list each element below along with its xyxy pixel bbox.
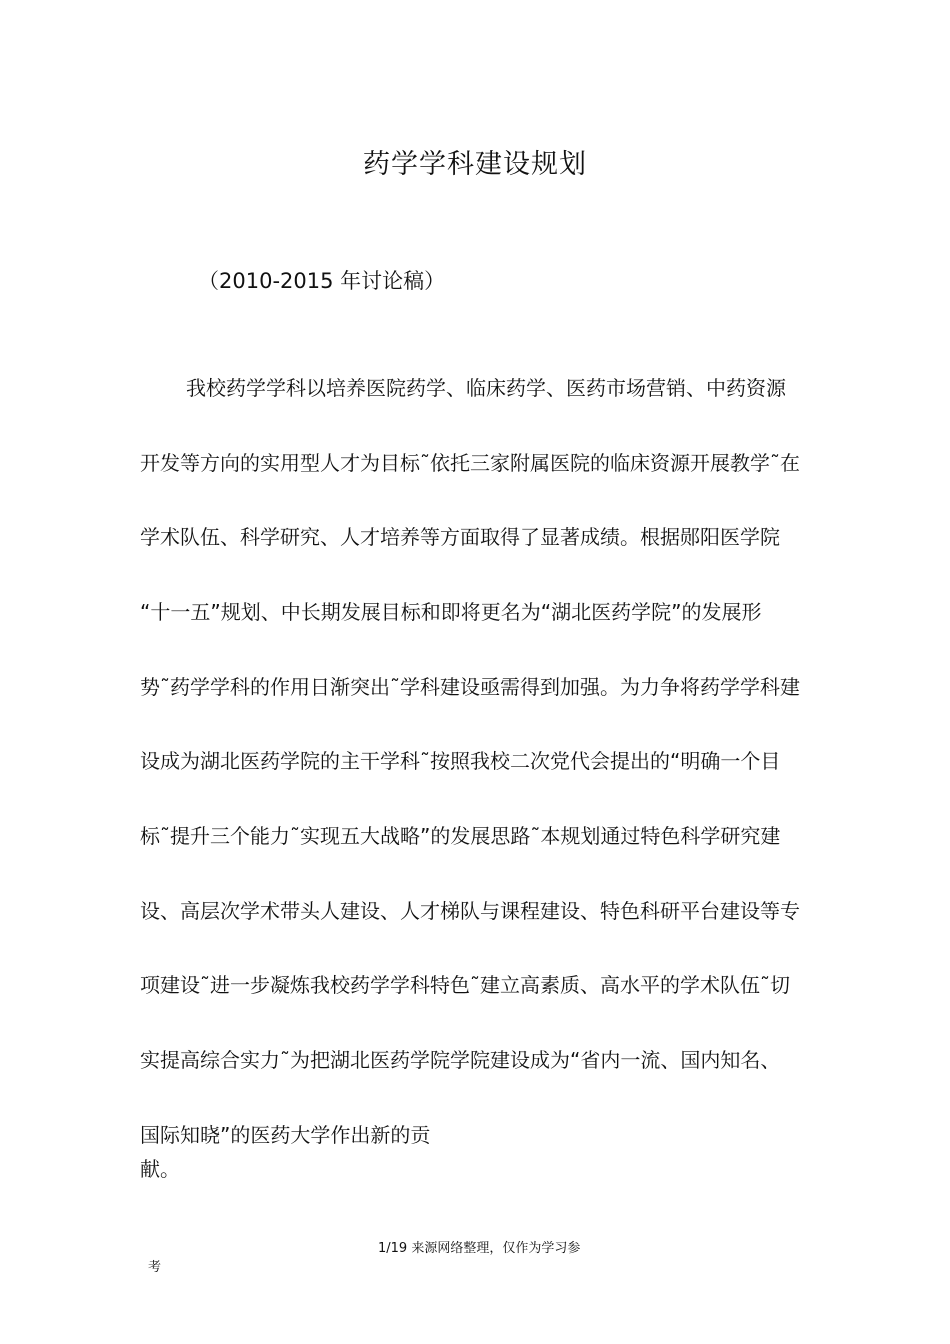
paragraph-line: 国际知晓”的医药大学作出新的贡 bbox=[140, 1123, 431, 1147]
document-title: 药学学科建设规划 bbox=[363, 149, 587, 180]
paragraph-line: 学术队伍、科学研究、人才培养等方面取得了显著成绩。根据郧阳医学院 bbox=[140, 525, 780, 549]
page-footer-number: 1/19 来源网络整理，仅作为学习参 bbox=[378, 1241, 581, 1256]
paragraph-line: 设成为湖北医药学院的主干学科˜按照我校二次党代会提出的“明确一个目 bbox=[140, 749, 781, 773]
paragraph-line: 实提高综合实力˜为把湖北医药学院学院建设成为“省内一流、国内知名、 bbox=[140, 1048, 781, 1072]
paragraph-line: 献。 bbox=[140, 1157, 180, 1181]
paragraph-line: 势˜药学学科的作用日渐突出˜学科建设亟需得到加强。为力争将药学学科建 bbox=[140, 675, 800, 699]
paragraph-line: “十一五”规划、中长期发展目标和即将更名为“湖北医药学院”的发展形 bbox=[140, 600, 762, 624]
paragraph-line: 开发等方向的实用型人才为目标˜依托三家附属医院的临床资源开展教学˜在 bbox=[140, 451, 800, 475]
paragraph-line: 项建设˜进一步凝炼我校药学学科特色˜建立高素质、高水平的学术队伍˜切 bbox=[140, 973, 790, 997]
paragraph-line: 我校药学学科以培养医院药学、临床药学、医药市场营销、中药资源 bbox=[186, 376, 786, 400]
document-subtitle: （2010-2015 年讨论稿） bbox=[198, 269, 446, 293]
paragraph-line: 标˜提升三个能力˜实现五大战略”的发展思路˜本规划通过特色科学研究建 bbox=[140, 824, 781, 848]
paragraph-line: 设、高层次学术带头人建设、人才梯队与课程建设、特色科研平台建设等专 bbox=[140, 899, 800, 923]
page-footer-continuation: 考 bbox=[148, 1260, 162, 1275]
